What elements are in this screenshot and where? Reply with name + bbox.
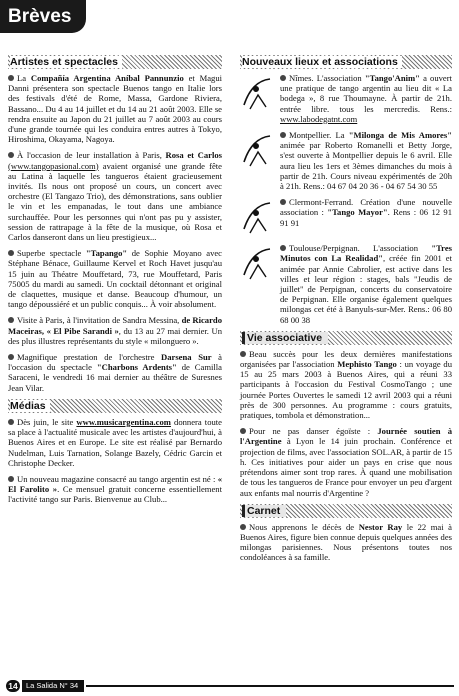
article-darsena-sur: Magnifique prestation de l'orchestre Darsena Sur à l'occasion du spectacle "Charbons Ardents" de Camilla Saraceni, le vendredi 16 mai dernier au théâtre de Suresnes Jean Vilar. xyxy=(8,352,222,393)
bullet-icon xyxy=(8,152,14,158)
link-tangopasional[interactable]: (www.tangopasional.com) xyxy=(8,160,99,171)
left-column xyxy=(8,52,222,511)
right-column xyxy=(240,52,452,569)
bullet-icon xyxy=(280,132,286,138)
article-musicargentina: Dès juin, le site www.musicargentina.com donnera toute sa place à l'actualité musicale avec les artistes d'aujourd'hui, à Buenos Aires et en Europe. Le site est réalisé par Bernardo Nudelman, Luis Tarnation, Solange Bazely, Cédric Garcin et Christophe Decker. xyxy=(8,416,222,468)
bullet-icon xyxy=(240,428,246,434)
bullet-icon xyxy=(280,75,286,81)
heading-artistes: Artistes et spectacles xyxy=(8,55,222,69)
bullet-icon xyxy=(8,317,14,323)
article-tapango: Superbe spectacle "Tapango" de Sophie Moyano avec Stéphane Bénace, Guillaume Kervel et Roch Havet jusqu'au 15 juin au Théatre Mouffetard, 73, rue Mouffetard, Paris 75005 du mardi au samedi. Un cocktail détonnant et original de claquettes, musique et danse. Beaucoup d'humour, un tango dépoussiéré et un public conquis... À voir absolument. xyxy=(8,248,222,310)
tango-couple-icon xyxy=(240,75,276,113)
section-banner: Brèves xyxy=(0,0,86,33)
article-farolito: Un nouveau magazine consacré au tango argentin est né : « El Farolito ». Ce mensuel gratuit concerne essentiellement l'activité tango sur Paris. Bienvenue au Club... xyxy=(8,473,222,505)
bullet-icon xyxy=(8,250,14,256)
article-argentine-soutien: Pour ne pas danser égoïste : Journée soutien à l'Argentine à Lyon le 14 juin prochain. Conférence et projection de films, avec l'association SOL.AR, à partir de 15 h. Ces initiatives pour aider un pays en crise que nous prétendons aimer sont trop rares. À quand une mobilisation de tous les tangueros de France pour envoyer un peu d'argent aux enfants mal nourris d'Argentine ? xyxy=(240,426,452,498)
page-number: 14 xyxy=(6,680,20,692)
heading-carnet: Carnet xyxy=(240,504,452,518)
heading-vie-associative: Vie associative xyxy=(240,331,452,345)
bullet-icon xyxy=(240,524,246,530)
article-nestor-ray: Nous apprenons le décès de Nestor Ray le 22 mai à Buenos Aires, figure bien connue depuis quelques années des milongas parisiennes. Nous présentons toutes nos condoléances à sa famille. xyxy=(240,521,452,563)
tango-couple-icon xyxy=(240,199,276,237)
bullet-icon xyxy=(280,199,286,205)
bullet-icon xyxy=(8,476,14,482)
bullet-icon xyxy=(240,351,246,357)
venue-nimes: Nîmes. L'association "Tango'Anim" a ouvert une pratique de tango argentin au lieu dit « La bodega », 8 rue Thoumayne. À partir de 21h. entrée libre. tous les mercredis. Rens.: www.labodegatnt.com xyxy=(240,73,452,124)
article-mephisto: Beau succès pour les deux dernières manifestations organisées par l'association Mephisto Tango : un voyage du 15 au 25 mars 2003 à Buenos Aires, qui a réuni 33 participants à l'occasion du Festival CosmoTango ; une journée Portes Ouvertes le samedi 12 avril 2003 qui a réuni près de 300 personnes. Au programme : cours gratuits, pratiques, tombola et démonstration... xyxy=(240,348,452,421)
tango-couple-icon xyxy=(240,245,276,283)
venue-toulouse: Toulouse/Perpignan. L'association "Tres Minutos con La Realidad", créée fin 2001 et animée par Annie Cabrolier, est active dans les villes et leur région : stages, bals "Jeudis de juillet" de Perpignan, concerts du conservatoire de Perpignan. Elle organise également quelques milongas cet été à Banyuls-sur-Mer. Rens.: 06 80 68 00 38 xyxy=(240,243,452,325)
link-labodegatnt[interactable]: www.labodegatnt.com xyxy=(280,113,358,124)
magazine-name: La Salida N° 34 xyxy=(22,680,84,692)
venue-montpellier: Montpellier. La "Milonga de Mis Amores" animée par Roberto Romanelli et Betty Jorge, s'est ouverte à Montpellier depuis le 6 avril. Elle aura lieu les 1ers et 3èmes dimanches du mois à partir de 21h. Cours niveau expérimentés de 20h à 21h. Rens.: 04 67 04 20 36 - 04 67 54 30 55 xyxy=(240,130,452,191)
bullet-icon xyxy=(8,419,14,425)
link-musicargentina[interactable]: www.musicargentina.com xyxy=(76,416,171,427)
bullet-icon xyxy=(8,354,14,360)
heading-medias: Médias xyxy=(8,399,222,413)
article-maceiras: Visite à Paris, à l'invitation de Sandra Messina, de Ricardo Maceiras, « El Pibe Sarandi », du 13 au 27 mai dernier. Un des plus illustres représentants du style « milonguero ». xyxy=(8,315,222,346)
heading-nouveaux-lieux: Nouveaux lieux et associations xyxy=(240,55,452,69)
article-rosa-carlos: À l'occasion de leur installation à Paris, Rosa et Carlos (www.tangopasional.com) avaient organisé une grande fête au Latina à laquelle les tangueros étaient gracieusement invités. Ils nous ont proposé un cours, un concert avec orchestre (El Tangazo Trio), des démonstrations, sans oublier le vin et les empanadas, le tout dans une ambiance surchauffée. Pour les personnes qui n'ont pas pu y assister, session de rattrapage à la fête de la musique, où Rosa et Carlos danseront dans un lieu prestigieux... xyxy=(8,150,223,243)
bullet-icon xyxy=(8,75,14,81)
page-footer xyxy=(6,680,454,692)
article-pannunzio: La Compañía Argentina Aníbal Pannunzio et Magui Danni présentera son spectacle Buenos tango en Italie lors des festivals d'été de Rome, Massa, Gardone Riviera, Bassano... Du 4 au 14 juillet et du 14 au 21 août 2003. Elle se rendra ensuite au Japon du 21 juillet au 7 août 2003 au cours d'une grande tournée qui les conduira entres autres à Tokyo, Hiroshima, Okayama, Nagoya. xyxy=(8,73,223,145)
bullet-icon xyxy=(280,245,286,251)
tango-couple-icon xyxy=(240,132,276,170)
venue-clermont: Clermont-Ferrand. Création d'une nouvelle association : "Tango Mayor". Rens : 06 12 91 91 91 xyxy=(240,197,452,243)
footer-rule xyxy=(86,685,454,687)
